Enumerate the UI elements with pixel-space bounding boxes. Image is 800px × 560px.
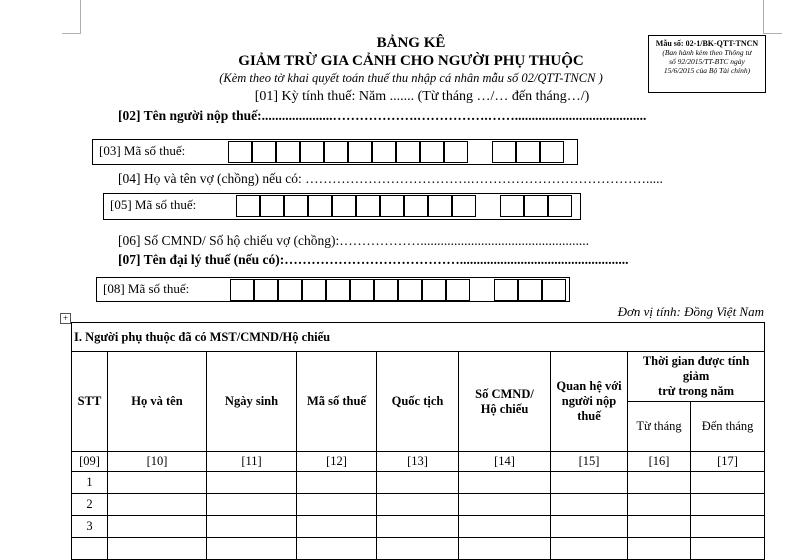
tax-id-digit-cell[interactable] (276, 141, 300, 163)
table-cell[interactable] (108, 516, 207, 538)
tax-id-digit-cell[interactable] (350, 279, 374, 301)
row-number-cell: 2 (72, 494, 108, 516)
col-header-tax-id: Mã số thuế (297, 352, 377, 452)
tax-id-digit-cell[interactable] (500, 195, 524, 217)
table-cell[interactable] (297, 494, 377, 516)
tax-id-digit-cell[interactable] (518, 279, 542, 301)
code-cell: [16] (628, 452, 691, 472)
crop-mark-top-right (763, 0, 782, 34)
tax-id-digit-cell[interactable] (540, 141, 564, 163)
form-code: Mẫu số: 02-1/BK-QTT-TNCN (655, 39, 759, 48)
table-cell[interactable] (207, 516, 297, 538)
col-header-dob: Ngày sinh (207, 352, 297, 452)
document-title-sub: GIẢM TRỪ GIA CẢNH CHO NGƯỜI PHỤ THUỘC (238, 53, 584, 69)
col-header-period (628, 352, 765, 402)
table-section-title: I. Người phụ thuộc đã có MST/CMND/Hộ chiếu (72, 323, 765, 352)
spouse-name-field[interactable]: [04] Họ và tên vợ (chồng) nếu có: ……………………………….…………………………………..... (118, 171, 663, 186)
col-header-period-line: trừ trong năm (658, 384, 735, 398)
tax-period-line: [01] Kỳ tính thuế: Năm ....... (Từ tháng …/… đến tháng…/) (254, 89, 590, 104)
col-header-from-month: Từ tháng (628, 402, 691, 452)
taxpayer-name-field[interactable]: [02] Tên người nộp thuế:.....................……………….…………….……....................................... (118, 108, 647, 123)
code-cell: [12] (297, 452, 377, 472)
tax-id-digit-cell[interactable] (422, 279, 446, 301)
document-subtitle: (Kèm theo tờ khai quyết toán thuế thu nhập cá nhân mẫu số 02/QTT-TNCN ) (219, 71, 603, 85)
form-code-note: (Ban hành kèm theo Thông tư (662, 48, 752, 57)
table-cell[interactable] (628, 538, 691, 560)
document-title: BẢNG KÊ (376, 35, 446, 51)
col-header-to-month: Đến tháng (691, 402, 765, 452)
currency-unit-note: Đơn vị tính: Đồng Việt Nam (617, 304, 764, 319)
tax-id-digit-cell[interactable] (492, 141, 516, 163)
tax-id-digit-cell[interactable] (302, 279, 326, 301)
table-cell[interactable] (691, 538, 765, 560)
tax-id-03-label: [03] Mã số thuế: (99, 143, 186, 158)
tax-id-digit-cell[interactable] (420, 141, 444, 163)
table-cell[interactable] (377, 472, 459, 494)
tax-id-digit-cell[interactable] (278, 279, 302, 301)
col-header-relation-line: người nộp (561, 394, 617, 408)
tax-id-digit-cell[interactable] (428, 195, 452, 217)
tax-id-digit-cell[interactable] (308, 195, 332, 217)
tax-id-digit-cell[interactable] (372, 141, 396, 163)
col-header-relation-line: Quan hệ với (556, 379, 622, 393)
row-number-cell (72, 538, 108, 560)
table-cell[interactable] (551, 516, 628, 538)
tax-id-digit-cell[interactable] (332, 195, 356, 217)
tax-id-digit-cell[interactable] (444, 141, 468, 163)
tax-id-digit-cell[interactable] (548, 195, 572, 217)
tax-id-digit-cell[interactable] (398, 279, 422, 301)
code-row (72, 452, 765, 472)
tax-id-digit-cell[interactable] (542, 279, 566, 301)
table-cell[interactable] (377, 494, 459, 516)
table-cell[interactable] (459, 472, 551, 494)
tax-id-digit-cell[interactable] (324, 141, 348, 163)
code-cell: [13] (377, 452, 459, 472)
table-cell[interactable] (691, 516, 765, 538)
table-cell[interactable] (297, 538, 377, 560)
tax-id-digit-cell[interactable] (396, 141, 420, 163)
row-number-cell: 1 (72, 472, 108, 494)
table-cell[interactable] (628, 494, 691, 516)
code-cell: [10] (108, 452, 207, 472)
col-header-period-line: Thời gian được tính giảm (642, 354, 750, 383)
table-cell[interactable] (691, 472, 765, 494)
tax-id-08-label: [08] Mã số thuế: (103, 281, 190, 296)
tax-id-digit-cell[interactable] (446, 279, 470, 301)
table-cell[interactable] (108, 494, 207, 516)
spouse-id-field[interactable]: [06] Số CMND/ Số hộ chiếu vợ (chồng):……………….................................................. (118, 233, 589, 248)
code-cell: [09] (72, 452, 108, 472)
tax-id-digit-cell[interactable] (326, 279, 350, 301)
table-move-handle-icon[interactable]: + (60, 313, 71, 324)
form-code-note: số 92/2015/TT-BTC ngày (669, 57, 745, 66)
table-row (72, 516, 765, 538)
table-cell[interactable] (207, 494, 297, 516)
table-cell[interactable] (377, 516, 459, 538)
tax-agent-name-field[interactable]: [07] Tên đại lý thuế (nếu có):………………………………….................................................. (118, 252, 629, 267)
tax-id-digit-cell[interactable] (494, 279, 518, 301)
tax-id-digit-cell[interactable] (260, 195, 284, 217)
table-cell[interactable] (691, 494, 765, 516)
form-code-note: 15/6/2015 của Bộ Tài chính) (663, 66, 751, 75)
tax-id-05-label: [05] Mã số thuế: (110, 197, 197, 212)
col-header-name: Họ và tên (108, 352, 207, 452)
code-cell: [14] (459, 452, 551, 472)
table-cell[interactable] (108, 472, 207, 494)
col-header-relation-line: thuế (577, 409, 601, 423)
tax-id-digit-cell[interactable] (516, 141, 540, 163)
table-row (72, 494, 765, 516)
col-header-id-passport (459, 352, 551, 452)
table-cell[interactable] (377, 538, 459, 560)
table-cell[interactable] (628, 516, 691, 538)
table-row (72, 472, 765, 494)
tax-id-digit-cell[interactable] (374, 279, 398, 301)
tax-id-digit-cell[interactable] (524, 195, 548, 217)
code-cell: [15] (551, 452, 628, 472)
col-header-id-passport-line: Hộ chiếu (480, 401, 529, 416)
tax-id-digit-cell[interactable] (236, 195, 260, 217)
table-cell[interactable] (207, 538, 297, 560)
table-row (72, 538, 765, 560)
tax-id-digit-cell[interactable] (348, 141, 372, 163)
table-cell[interactable] (207, 472, 297, 494)
tax-id-digit-cell[interactable] (404, 195, 428, 217)
table-cell[interactable] (551, 494, 628, 516)
table-cell[interactable] (459, 538, 551, 560)
table-cell[interactable] (108, 538, 207, 560)
code-cell: [17] (691, 452, 765, 472)
tax-id-digit-cell[interactable] (284, 195, 308, 217)
tax-id-digit-cell[interactable] (252, 141, 276, 163)
table-cell[interactable] (459, 494, 551, 516)
table-cell[interactable] (297, 516, 377, 538)
dependents-table (71, 322, 765, 560)
col-header-id-passport-line: Số CMND/ (475, 386, 534, 401)
tax-id-digit-cell[interactable] (228, 141, 252, 163)
table-cell[interactable] (628, 472, 691, 494)
tax-id-digit-cell[interactable] (254, 279, 278, 301)
col-header-nationality: Quốc tịch (377, 352, 459, 452)
row-number-cell: 3 (72, 516, 108, 538)
table-cell[interactable] (459, 516, 551, 538)
tax-id-digit-cell[interactable] (230, 279, 254, 301)
col-header-relation (551, 352, 628, 452)
tax-id-digit-cell[interactable] (380, 195, 404, 217)
table-cell[interactable] (551, 472, 628, 494)
tax-id-digit-cell[interactable] (300, 141, 324, 163)
table-cell[interactable] (551, 538, 628, 560)
table-cell[interactable] (297, 472, 377, 494)
col-header-stt: STT (72, 352, 108, 452)
tax-id-digit-cell[interactable] (452, 195, 476, 217)
tax-id-digit-cell[interactable] (356, 195, 380, 217)
code-cell: [11] (207, 452, 297, 472)
crop-mark-top-left (62, 0, 81, 34)
